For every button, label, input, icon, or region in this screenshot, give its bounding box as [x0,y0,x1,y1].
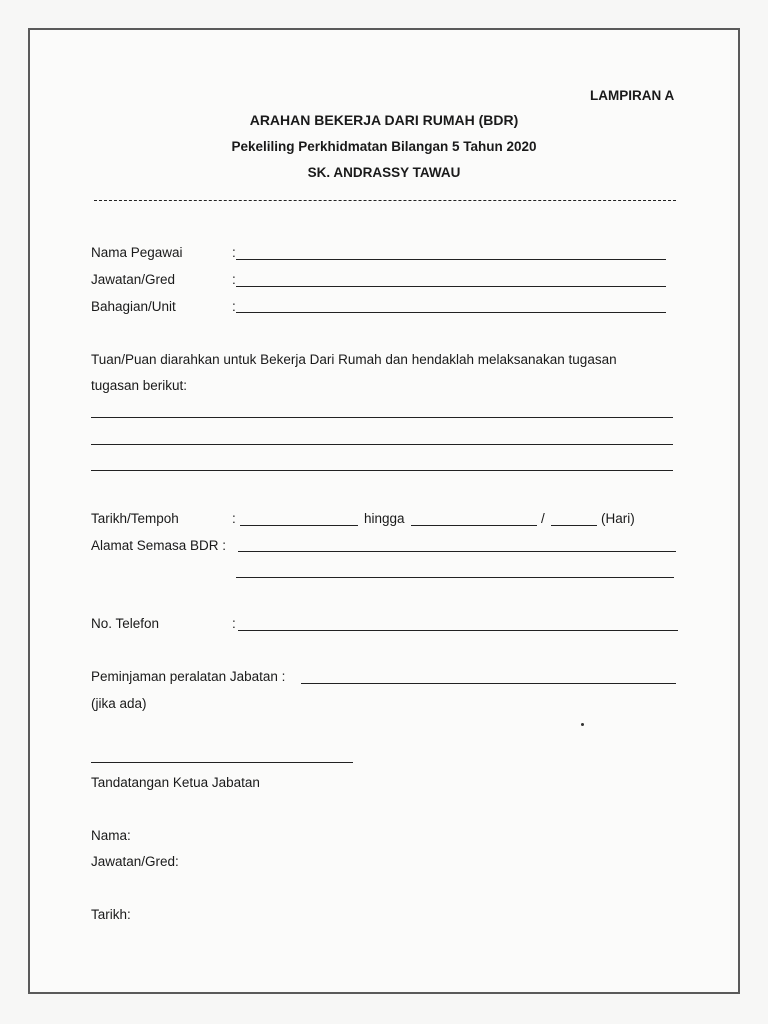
employee-position-label: Jawatan/Gred [91,272,176,287]
period-start-field[interactable] [240,525,358,526]
attachment-label: LAMPIRAN A [590,88,675,103]
sign-date-label: Tarikh: [91,907,131,922]
equipment-note: (jika ada) [91,696,147,711]
form-subtitle: Pekeliling Perkhidmatan Bilangan 5 Tahun 2020 [231,139,537,154]
signature-label: Tandatangan Ketua Jabatan [91,775,260,790]
form-title: ARAHAN BEKERJA DARI RUMAH (BDR) [249,112,519,128]
task-field-3[interactable] [91,470,673,471]
signer-name-label: Nama: [91,828,131,843]
phone-label: No. Telefon [91,616,160,631]
signer-position-label: Jawatan/Gred: [91,854,179,869]
task-field-1[interactable] [91,417,673,418]
employee-position-colon: : [232,272,236,287]
period-days-field[interactable] [551,525,597,526]
employee-name-field[interactable] [236,259,666,260]
address-label: Alamat Semasa BDR : [91,538,227,553]
employee-unit-colon: : [232,299,236,314]
school-name: SK. ANDRASSY TAWAU [307,165,461,180]
employee-name-colon: : [232,245,236,260]
instruction-line-2: tugasan berikut: [91,378,188,393]
address-field-2[interactable] [236,577,674,578]
period-end-field[interactable] [411,525,537,526]
employee-name-label: Nama Pegawai [91,245,183,260]
period-colon: : [232,511,236,526]
signature-line[interactable] [91,762,353,763]
address-field-1[interactable] [238,551,676,552]
period-slash: / [541,511,545,526]
header-divider [94,200,676,201]
equipment-field[interactable] [301,683,676,684]
instruction-line-1: Tuan/Puan diarahkan untuk Bekerja Dari Rumah dan hendaklah melaksanakan tugasan [91,352,617,367]
employee-unit-field[interactable] [236,312,666,313]
task-field-2[interactable] [91,444,673,445]
employee-unit-label: Bahagian/Unit [91,299,176,314]
period-until-label: hingga [364,511,405,526]
scan-speck [581,723,584,726]
phone-colon: : [232,616,236,631]
employee-position-field[interactable] [236,286,666,287]
phone-field[interactable] [238,630,678,631]
equipment-label: Peminjaman peralatan Jabatan : [91,669,286,684]
period-label: Tarikh/Tempoh [91,511,179,526]
period-days-label: (Hari) [601,511,635,526]
